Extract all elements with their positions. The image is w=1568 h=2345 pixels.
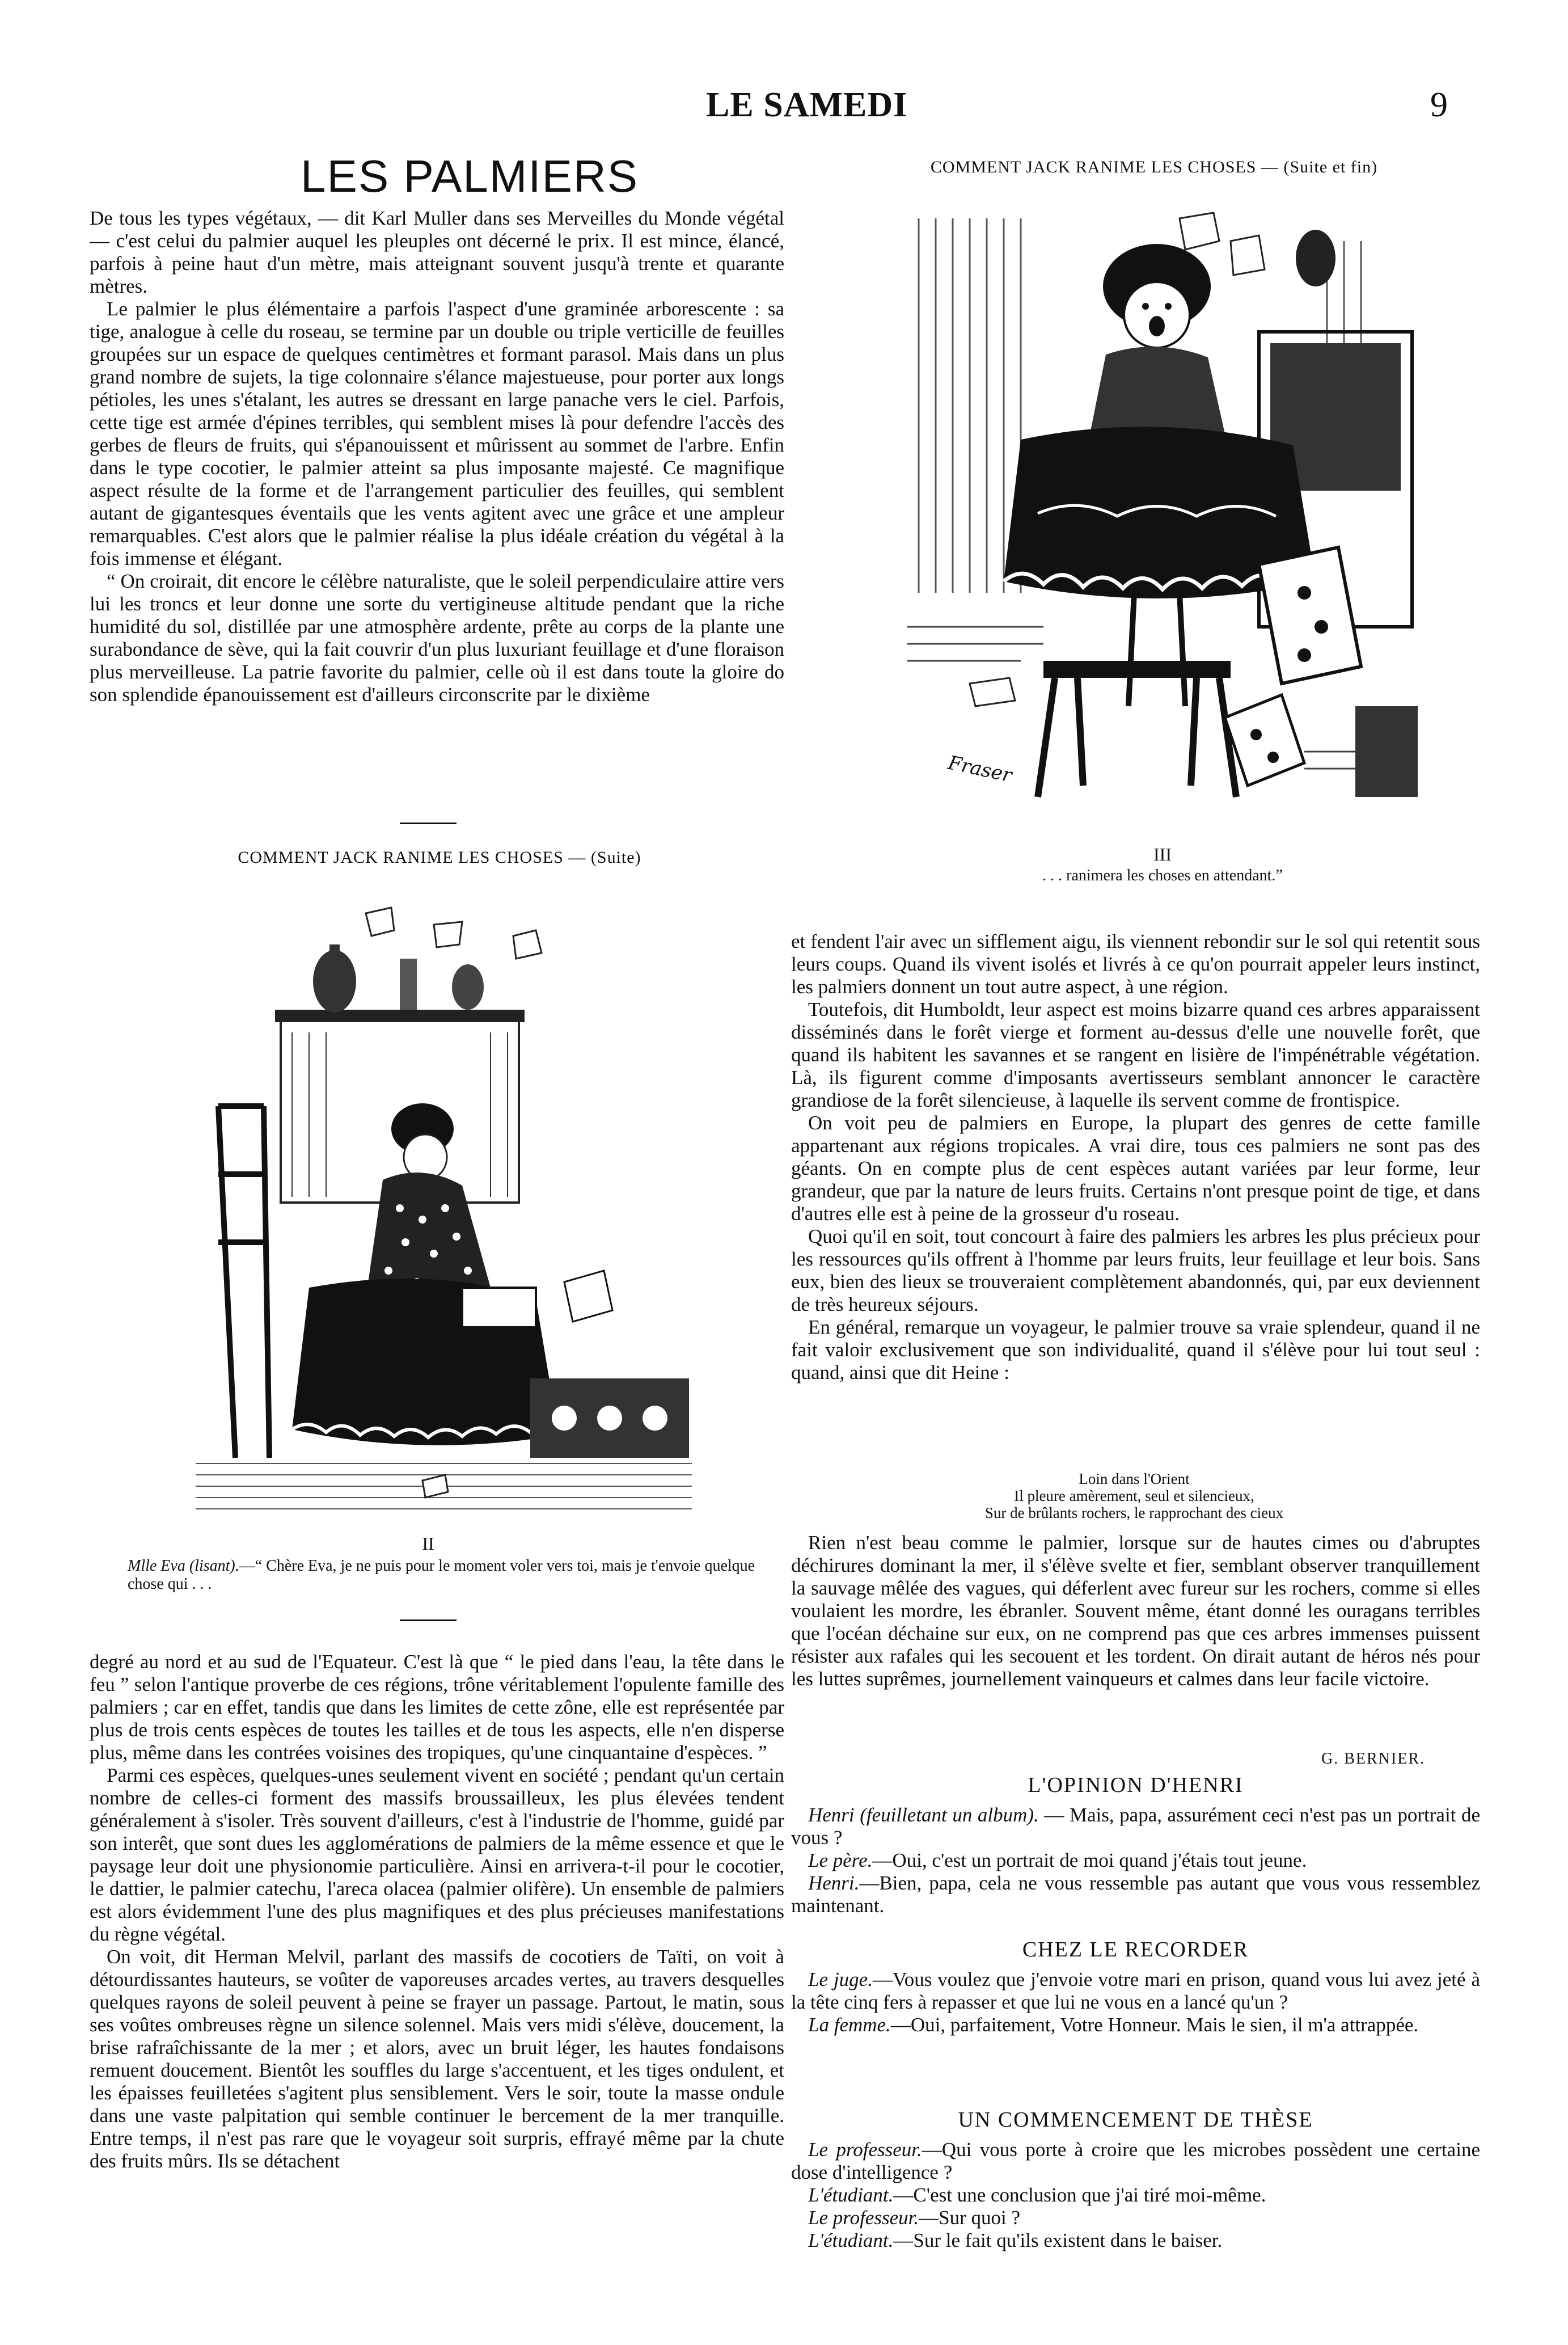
dialog-line: La femme.—Oui, parfaitement, Votre Honneur. Mais le sien, il m'a attrappée. [808, 2014, 1419, 2036]
illustration-jack-in-the-box-girl [907, 196, 1418, 831]
figure-caption: . . . ranimera les choses en attendant.” [1042, 867, 1283, 884]
divider [400, 823, 457, 824]
paragraph: En général, remarque un voyageur, le palmier trouve sa vraie splendeur, quand il ne fait valoir exclusivement que son individualité, quand il s'élève pour lui tout seul : quand, ainsi que dit Heine : [791, 1316, 1480, 1384]
figure-numeral: II [422, 1533, 434, 1554]
section-heading-these: UN COMMENCEMENT DE THÈSE [958, 2108, 1313, 2132]
dialog-line: Le professeur.—Qui vous porte à croire que les microbes possèdent une certaine dose d'intelligence ? [791, 2139, 1480, 2183]
poem-line: Il pleure amèrement, seul et silencieux, [1014, 1487, 1254, 1504]
paragraph: et fendent l'air avec un sifflement aigu, ils viennent rebondir sur le sol qui retentit sous leurs coups. Quand ils vivent isolés et livrés à ce qu'on pourrait appeler leurs instinct, les palmiers donnent un tout autre aspect, à une région. [791, 930, 1480, 998]
engraving-scene-2 [196, 891, 692, 1515]
figure-numeral: III [1153, 844, 1172, 864]
section-recorder-dialog [791, 1968, 1480, 2036]
section-heading-recorder: CHEZ LE RECORDER [1022, 1938, 1249, 1962]
dialog-line: Henri (feuilletant un album). — Mais, papa, assurément ceci n'est pas un portrait de vous ? [791, 1804, 1480, 1849]
dialog-line: L'étudiant.—Sur le fait qu'ils existent dans le baiser. [808, 2229, 1223, 2251]
poem-line: Loin dans l'Orient [1079, 1470, 1190, 1487]
artist-signature: Fraser [946, 751, 1014, 787]
paragraph: degré au nord et au sud de l'Equateur. C'est là que “ le pied dans l'eau, la tête dans le feu ” selon l'antique proverbe de ces régions, trône véritablement l'opulente famille des palmiers ; car en effet, tandis que dans les limites de cette zône, elle est représentée par plus de trois cents espèces de toutes les tailles et de tous les aspects, elle n'en disperse plus, même dans les contrées voisines des tropiques, qu'une cinquantaine d'espèces. ” [90, 1651, 784, 1764]
engraving-scene-3 [907, 196, 1418, 831]
paragraph: Le palmier le plus élémentaire a parfois l'aspect d'une graminée arborescente : sa tige, analogue à celle du roseau, se termine par un double ou triple verticille de feuilles groupées sur un espace de quelques centimètres et formant parasol. Mais dans un plus grand nombre de sujets, la tige colonnaire s'élance majestueuse, pour porter aux longs pétioles, les unes s'étalant, les autres se dressant en large panache vers le ciel. Parfois, cette tige est armée d'épines terribles, qui semblent mises là pour defendre l'accès des gerbes de fleurs de fruits, qui s'épanouissent et mûrissent au sommet de l'arbre. Enfin dans le type cocotier, le palmier atteint sa plus imposante majesté. Ce magnifique aspect résulte de la forme et de l'arrangement particulier des feuilles, qui semblent autant de gigantesques éventails que les vents agitent avec une grâce et une ampleur remarquables. C'est alors que le palmier réalise la plus idéale création du végétal à la fois immense et élégant. [90, 298, 784, 570]
paragraph: On voit, dit Herman Melvil, parlant des massifs de cocotiers de Taïti, on voit à détourdissantes hauteurs, se voûter de vaporeuses arcades vertes, au travers desquelles quelques rayons de soleil peuvent à peine se frayer un passage. Partout, le matin, sous ses voûtes ombreuses règne un silence solennel. Mais vers midi s'élève, doucement, la brise rafraîchissante de la mer ; et alors, avec un bruit léger, les hautes fondaisons remuent doucement. Bientôt les souffles du large s'accentuent, et les tiges ondulent, et les épaisses feuilletées s'agitent plus sensiblement. Vers le soir, toute la masse ondule dans une vaste palpitation qui semble continuer le bercement de la mer tranquille. Entre temps, il n'est pas rare que le voyageur soit surpris, effrayé même par la chute des fruits mûrs. Ils se détachent [90, 1946, 784, 2172]
paragraph: On voit peu de palmiers en Europe, la plupart des genres de cette famille appartenant aux régions tropicales. A vrai dire, tous ces palmiers ne sont pas des géants. On en compte plus de cent espèces autant variées par leur forme, leur grandeur, que par la nature de leurs fruits. Certains n'ont presque point de tige, et dans d'autres elle est à peine de la grosseur d'u roseau. [791, 1112, 1480, 1225]
dialog-line: Le professeur.—Sur quoi ? [808, 2207, 1020, 2229]
author-signature: G. BERNIER. [1321, 1750, 1425, 1768]
dialog-line: Le juge.—Vous voulez que j'envoie votre mari en prison, quand vous lui avez jeté à la tête cinq fers à repasser et que lui ne vous en a lancé qu'un ? [791, 1968, 1480, 2013]
paragraph: Quoi qu'il en soit, tout concourt à faire des palmiers les arbres les plus précieux pour les ressources qu'ils offrent à l'homme par leurs fruits, leur feuillage et leur bois. Sans eux, bien des lieux se trouveraient complètement abandonnés, qui, par eux deviennent de très heureux séjours. [791, 1225, 1480, 1315]
paragraph: Parmi ces espèces, quelques-unes seulement vivent en société ; pendant qu'un certain nombre de celles-ci forment des massifs broussailleux, les plus élevées tendent généralement à s'isoler. Très souvent d'ailleurs, c'est à l'industrie de l'homme, guidé par son interêt, que sont dues les agglomérations de palmiers de la même essence et que le paysage leur doit une physionomie particulière. Ainsi en arrivera-t-il pour le cocotier, le dattier, le palmier catechu, l'areca olacea (palmier olifère). Un ensemble de palmiers est alors évidemment l'une des plus magnifiques et des plus précieuses manifestations du règne végétal. [90, 1764, 784, 1945]
section-heading-henri: L'OPINION D'HENRI [1028, 1773, 1244, 1797]
column-1-upper-text [90, 207, 784, 706]
paragraph: Toutefois, dit Humboldt, leur aspect est moins bizarre quand ces arbres apparaissent disséminés dans le forêt vierge et forment au-dessus d'elle une nouvelle forêt, que quand ils habitent les savannes et se rangent en lisière de l'impénétrable végétation. Là, ils figurent comme d'imposants avertisseurs semblant annoncer le caractère grandiose de la forêt silencieuse, à laquelle ils servent comme de frontispice. [791, 998, 1480, 1111]
dialog-line: L'étudiant.—C'est une conclusion que j'ai tiré moi-même. [808, 2184, 1266, 2206]
dialog-line: Henri.—Bien, papa, cela ne vous ressemble pas autant que vous vous ressemblez maintenant. [791, 1872, 1480, 1917]
paragraph: “ On croirait, dit encore le célèbre naturaliste, que le soleil perpendiculaire attire vers lui les troncs et leur donne une sorte du vertigineuse altitude pendant que la riche humidité du sol, distillée par une atmosphère ardente, prête au corps de la plante une surabondance de sève, qui la fait couvrir d'un plus luxuriant feuillage et d'une floraison plus merveilleuse. La patrie favorite du palmier, celle où il est dans toute la gloire do son splendide épanouissement est d'ailleurs circonscrite par le dixième [90, 570, 784, 706]
article-title: LES PALMIERS [301, 151, 639, 201]
figure-title: COMMENT JACK RANIME LES CHOSES — (Suite et fin) [930, 158, 1378, 176]
divider [400, 1619, 457, 1621]
column-2-after-poem [791, 1532, 1480, 1690]
illustration-woman-reading-letter [196, 891, 692, 1515]
poem-line: Sur de brûlants rochers, le rapprochant des cieux [984, 1504, 1284, 1521]
caption-text: —“ Chère Eva, je ne puis pour le moment voler vers toi, mais je t'envoie quelque chose qui . . . [128, 1557, 755, 1593]
section-these-dialog [791, 2139, 1480, 2252]
poem-quote [907, 1470, 1361, 1521]
paragraph: De tous les types végétaux, — dit Karl Muller dans ses Merveilles du Monde végétal — c'est celui du palmier auquel les pleuples ont décerné le prix. Il est mince, élancé, parfois à peine haut d'un mètre, mais atteignant souvent jusqu'à trente et quarante mètres. [90, 207, 784, 297]
figure-title: COMMENT JACK RANIME LES CHOSES — (Suite) [238, 848, 641, 867]
column-1-lower-text [90, 1651, 784, 2173]
caption-speaker: Mlle Eva (lisant). [128, 1557, 239, 1575]
page-number: 9 [1430, 86, 1448, 124]
column-2-text [791, 930, 1480, 1384]
section-henri-dialog [791, 1804, 1480, 1917]
masthead-title: LE SAMEDI [706, 86, 908, 124]
paragraph: Rien n'est beau comme le palmier, lorsque sur de hautes cimes ou d'abruptes déchirures dominant la mer, il s'élève svelte et fier, semblant observer tranquillement la sauvage mêlée des vagues, qui déferlent avec fureur sur les rochers, comme si elles voulaient les mordre, les ébranler. Souvent même, étant donné les ouragans terribles que l'océan déchaine sur eux, on ne comprend pas que ces arbres immenses puissent résister aux rafales qui les secouent et les tordent. On dirait autant de héros nés pour les luttes suprêmes, journellement vainqueurs et calmes dans leur facile victoire. [791, 1532, 1480, 1690]
dialog-line: Le père.—Oui, c'est un portrait de moi quand j'étais tout jeune. [808, 1849, 1307, 1871]
figure-caption [128, 1557, 785, 1593]
